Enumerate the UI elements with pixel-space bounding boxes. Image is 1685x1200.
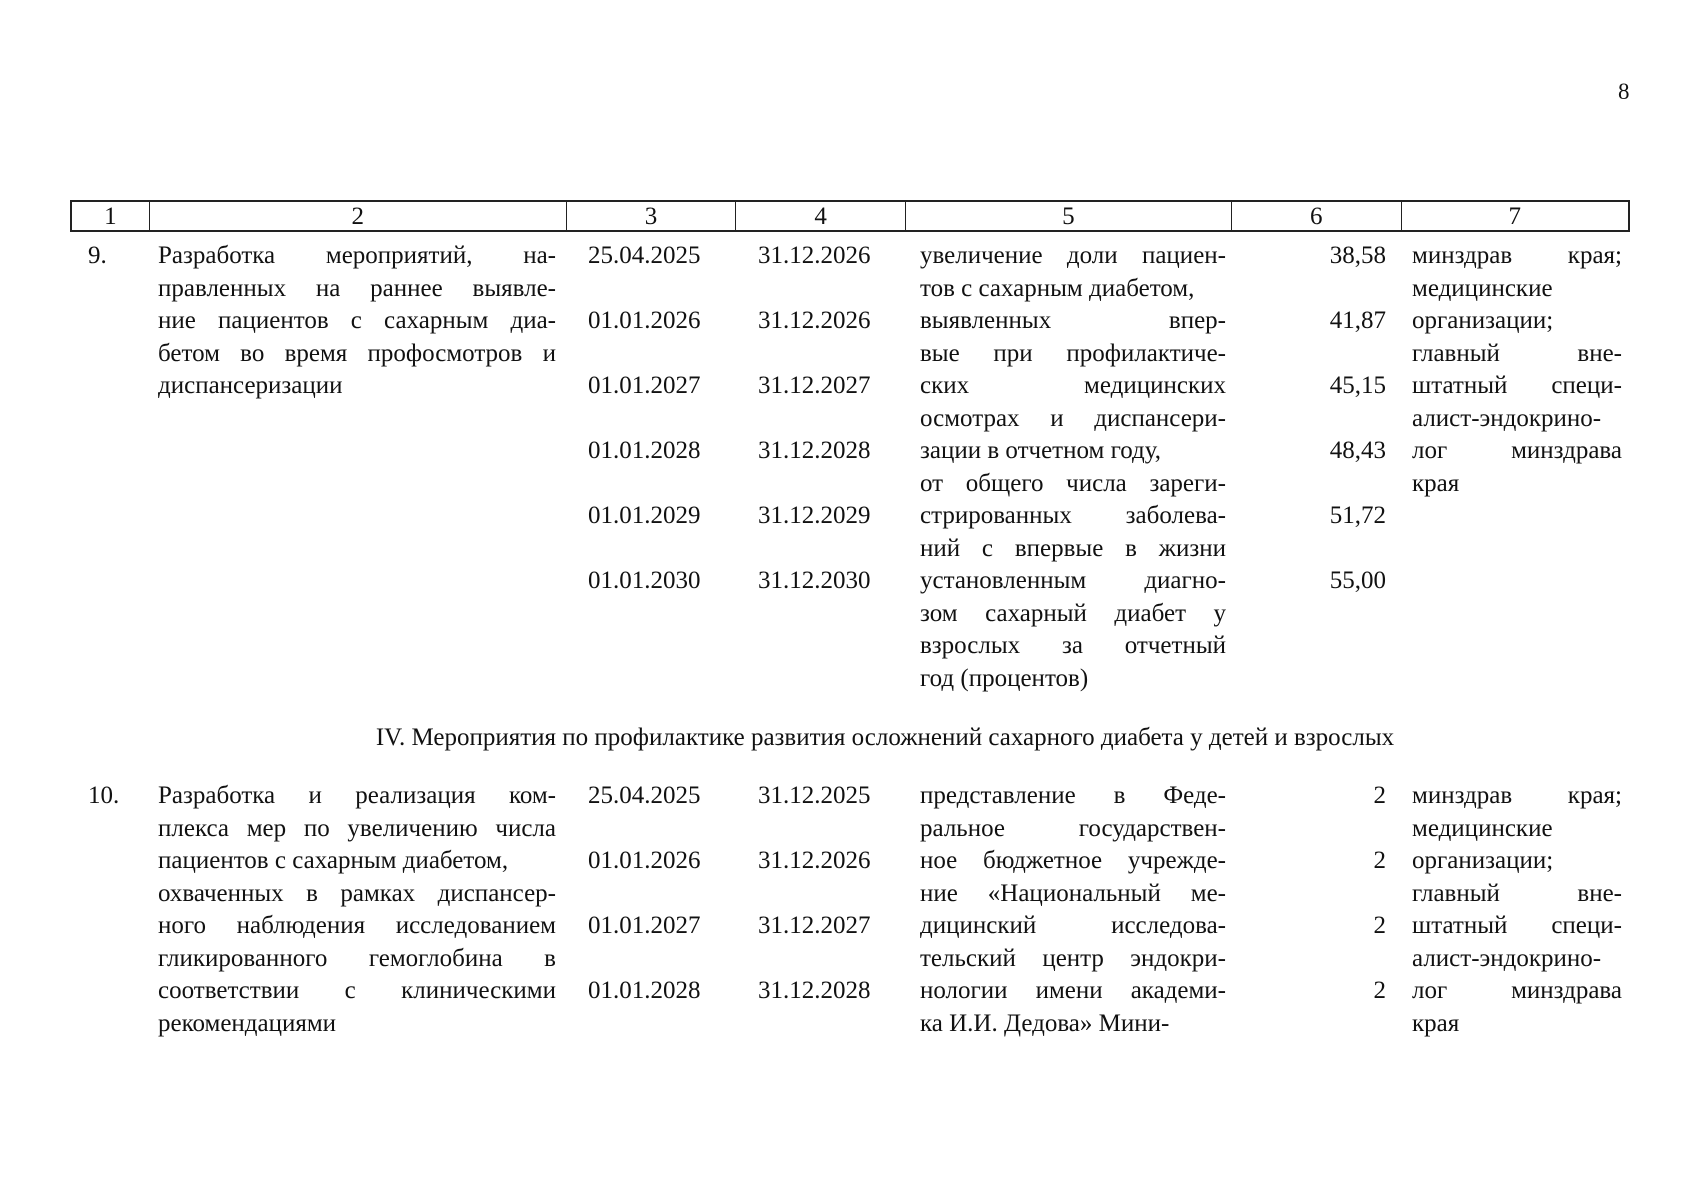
start-date: 25.04.2025 — [588, 782, 701, 809]
indicator-line: вые при профилактиче- — [920, 339, 1226, 367]
start-date: 25.04.2025 — [588, 242, 701, 269]
activity-title-line: соответствии с клиническими — [158, 977, 556, 1004]
start-date: 01.01.2029 — [588, 502, 701, 529]
responsible-line: алист-эндокрино- — [1412, 404, 1602, 432]
responsible-line: края — [1412, 469, 1460, 497]
start-date: 01.01.2028 — [588, 977, 701, 1004]
end-dates — [758, 780, 908, 1040]
column-number-1: 1 — [72, 202, 150, 230]
responsible-line: организации; — [1412, 847, 1554, 874]
indicator-line: тельский центр эндокри- — [920, 944, 1226, 972]
start-date: 01.01.2028 — [588, 437, 701, 464]
start-dates — [588, 780, 728, 1040]
end-date: 31.12.2028 — [758, 977, 871, 1004]
indicator-line: выявленных впер- — [920, 307, 1226, 334]
end-date: 31.12.2026 — [758, 242, 871, 269]
activity-title-line: Разработка и реализация ком- — [158, 782, 556, 809]
page-number: 8 — [1618, 79, 1630, 104]
indicator-line: осмотрах и диспансери- — [920, 404, 1226, 432]
responsible-line: медицинские — [1412, 814, 1553, 842]
indicator-value: 38,58 — [1329, 242, 1386, 269]
activity-title-line: пациентов с сахарным диабетом, — [158, 847, 509, 874]
indicator-value: 55,00 — [1329, 567, 1386, 594]
table-column-numbers — [70, 200, 1630, 232]
indicator-value: 2 — [1373, 782, 1386, 809]
activity-title-line: правленных на раннее выявле- — [158, 274, 556, 302]
responsible-line: алист-эндокрино- — [1412, 944, 1602, 972]
indicator-line: ное бюджетное учрежде- — [920, 847, 1226, 874]
indicator-value: 48,43 — [1329, 437, 1386, 464]
responsible-line: штатный специ- — [1412, 912, 1622, 939]
row-number: 10. — [88, 782, 120, 809]
responsible-line: минздрав края; — [1412, 242, 1622, 269]
responsible-executors — [1412, 240, 1622, 500]
activity-title-line: гликированного гемоглобина в — [158, 944, 556, 972]
activity-title-line: ного наблюдения исследованием — [158, 912, 556, 939]
indicator-value: 41,87 — [1329, 307, 1386, 334]
end-date: 31.12.2026 — [758, 307, 871, 334]
responsible-line: лог минздрава — [1412, 977, 1622, 1004]
start-date: 01.01.2030 — [588, 567, 701, 594]
indicator-line: ний с впервые в жизни — [920, 534, 1226, 562]
column-number-6: 6 — [1232, 202, 1402, 230]
indicator-line: зации в отчетном году, — [920, 437, 1161, 464]
indicator-description — [920, 780, 1226, 1040]
responsible-line: штатный специ- — [1412, 372, 1622, 399]
column-number-2: 2 — [150, 202, 567, 230]
indicator-value: 45,15 — [1329, 372, 1386, 399]
indicator-value: 2 — [1373, 847, 1386, 874]
end-date: 31.12.2030 — [758, 567, 871, 594]
activity-title-line: рекомендациями — [158, 1009, 337, 1037]
start-date: 01.01.2027 — [588, 372, 701, 399]
activity-title-line: плекса мер по увеличению числа — [158, 814, 556, 842]
responsible-line: минздрав края; — [1412, 782, 1622, 809]
activity-title-line: бетом во время профосмотров и — [158, 339, 556, 367]
responsible-executors — [1412, 780, 1622, 1040]
activity-title-line: ние пациентов с сахарным диа- — [158, 307, 556, 334]
end-date: 31.12.2025 — [758, 782, 871, 809]
responsible-line: края — [1412, 1009, 1460, 1037]
activity-title-line: диспансеризации — [158, 372, 343, 399]
responsible-line: организации; — [1412, 307, 1554, 334]
column-number-3: 3 — [567, 202, 737, 230]
start-dates — [588, 240, 728, 630]
indicator-line: год (процентов) — [920, 664, 1089, 692]
column-number-7: 7 — [1508, 202, 1522, 230]
start-date: 01.01.2027 — [588, 912, 701, 939]
column-number-4: 4 — [736, 202, 906, 230]
indicator-line: зом сахарный диабет у — [920, 599, 1226, 627]
responsible-line: лог минздрава — [1412, 437, 1622, 464]
indicator-line: ральное государствен- — [920, 814, 1226, 842]
end-date: 31.12.2028 — [758, 437, 871, 464]
indicator-line: тов с сахарным диабетом, — [920, 274, 1195, 302]
indicator-line: увеличение доли пациен- — [920, 242, 1226, 269]
activity-title — [158, 240, 556, 403]
row-number: 9. — [88, 242, 107, 269]
end-date: 31.12.2027 — [758, 912, 871, 939]
indicator-line: ских медицинских — [920, 372, 1226, 399]
end-dates — [758, 240, 908, 630]
end-date: 31.12.2029 — [758, 502, 871, 529]
indicator-line: стрированных заболева- — [920, 502, 1226, 529]
responsible-line: главный вне- — [1412, 879, 1622, 907]
activity-title-line: Разработка мероприятий, на- — [158, 242, 556, 269]
column-number-5: 5 — [906, 202, 1232, 230]
start-date: 01.01.2026 — [588, 307, 701, 334]
responsible-line: медицинские — [1412, 274, 1553, 302]
indicator-value: 2 — [1373, 977, 1386, 1004]
end-date: 31.12.2026 — [758, 847, 871, 874]
end-date: 31.12.2027 — [758, 372, 871, 399]
indicator-value: 51,72 — [1329, 502, 1386, 529]
indicator-line: установленным диагно- — [920, 567, 1226, 594]
indicator-line: дицинский исследова- — [920, 912, 1226, 939]
activity-title — [158, 780, 556, 1040]
indicator-line: от общего числа зареги- — [920, 469, 1226, 497]
indicator-values — [1238, 240, 1386, 630]
activity-title-line: охваченных в рамках диспансер- — [158, 879, 556, 907]
start-date: 01.01.2026 — [588, 847, 701, 874]
section-heading: IV. Мероприятия по профилактике развития осложнений сахарного диабета у детей и взрослых — [375, 724, 1395, 751]
indicator-line: взрослых за отчетный — [920, 632, 1226, 659]
indicator-description — [920, 240, 1226, 695]
indicator-line: ние «Национальный ме- — [920, 879, 1226, 907]
indicator-line: ка И.И. Дедова» Мини- — [920, 1009, 1170, 1037]
indicator-line: нологии имени академи- — [920, 977, 1226, 1004]
indicator-line: представление в Феде- — [920, 782, 1226, 809]
indicator-values — [1238, 780, 1386, 1040]
responsible-line: главный вне- — [1412, 339, 1622, 367]
indicator-value: 2 — [1373, 912, 1386, 939]
